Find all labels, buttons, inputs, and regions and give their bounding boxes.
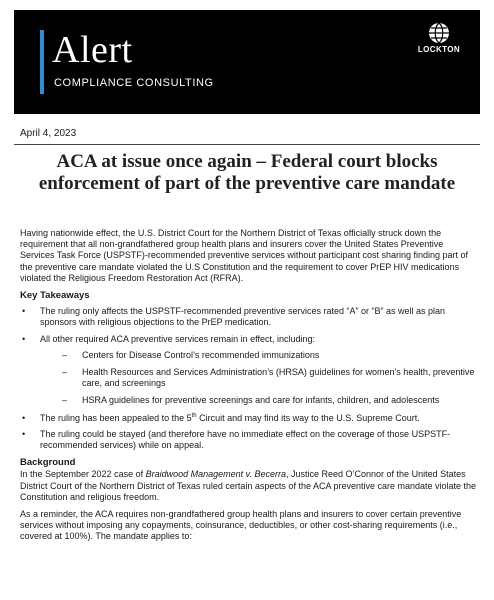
bullet-glyph: • [22,306,26,317]
sub-item-text: Centers for Disease Control’s recommended immunizations [82,349,320,360]
divider [14,144,480,145]
bullet-glyph: • [22,428,26,439]
logo-text: LOCKTON [417,45,461,54]
dash-glyph: – [62,367,68,378]
sub-list [40,350,480,407]
article-body [20,228,480,549]
sub-list-item [40,395,480,406]
sub-item-text: Health Resources and Services Administration’s (HRSA) guidelines for women’s health, preventive care, and screenings [82,367,475,389]
list-item [20,306,480,328]
lockton-logo [412,22,466,54]
takeaways-list [20,306,480,451]
dash-glyph: – [62,349,68,360]
bullet-glyph: • [22,412,26,423]
ordinal-suffix: th [191,412,197,419]
banner-title: Alert [52,29,133,71]
background-paragraph: In the September 2022 case of Braidwood Management v. Becerra, Justice Reed O’Connor of the United States District Court of the Northern District of Texas ruled certain aspects of the ACA preventive care mandate violate the Constitution and religious freedom. [20,469,477,502]
list-item [20,429,480,451]
takeaway-text: The ruling has been appealed to the 5th Circuit and may find its way to the U.S. Supreme Court. [40,412,420,423]
sub-list-item [40,350,480,361]
publish-date: April 4, 2023 [20,128,77,139]
background-heading: Background [20,457,76,469]
mandate-paragraph: As a reminder, the ACA requires non-grandfathered group health plans and insurers to cover certain preventive services without imposing any copayments, coinsurance, deductibles, or other cost-sharing requirements (i.e., covered at 100%). The mandate applies to: [20,509,462,542]
sub-list-item [40,367,480,389]
banner-subtitle: COMPLIANCE CONSULTING [54,77,214,89]
case-name: Braidwood Management v. Becerra [145,469,286,480]
accent-bar [40,30,44,94]
list-item [20,334,480,407]
sub-item-text: HSRA guidelines for preventive screenings and care for infants, children, and adolescents [82,395,440,406]
takeaway-text: All other required ACA preventive services remain in effect, including: [40,333,315,344]
list-item [20,413,480,424]
headline: ACA at issue once again – Federal court blocks enforcement of part of the preventive care mandate [38,151,456,194]
globe-icon [428,22,450,44]
bullet-glyph: • [22,333,26,344]
intro-paragraph: Having nationwide effect, the U.S. District Court for the Northern District of Texas officially struck down the requirement that all non-grandfathered group health plans and insurers cover the United States Preventive Services Task Force (USPSTF)-recommended preventive services without participant cost sharing finding part of the preventive care mandate violated the U.S Constitution and the requirement to cover PrEP HIV medications violated the Religious Freedom Restoration Act (RFRA). [20,228,469,283]
takeaway-text: The ruling only affects the USPSTF-recommended preventive services rated “A” or “B” as well as plan sponsors with religious objections to the PrEP medication. [40,306,445,328]
alert-banner [14,10,480,114]
dash-glyph: – [62,395,68,406]
takeaway-text: The ruling could be stayed (and therefore have no immediate effect on the coverage of those USPSTF-recommended services) while on appeal. [40,428,451,451]
key-takeaways-heading: Key Takeaways [20,290,90,302]
